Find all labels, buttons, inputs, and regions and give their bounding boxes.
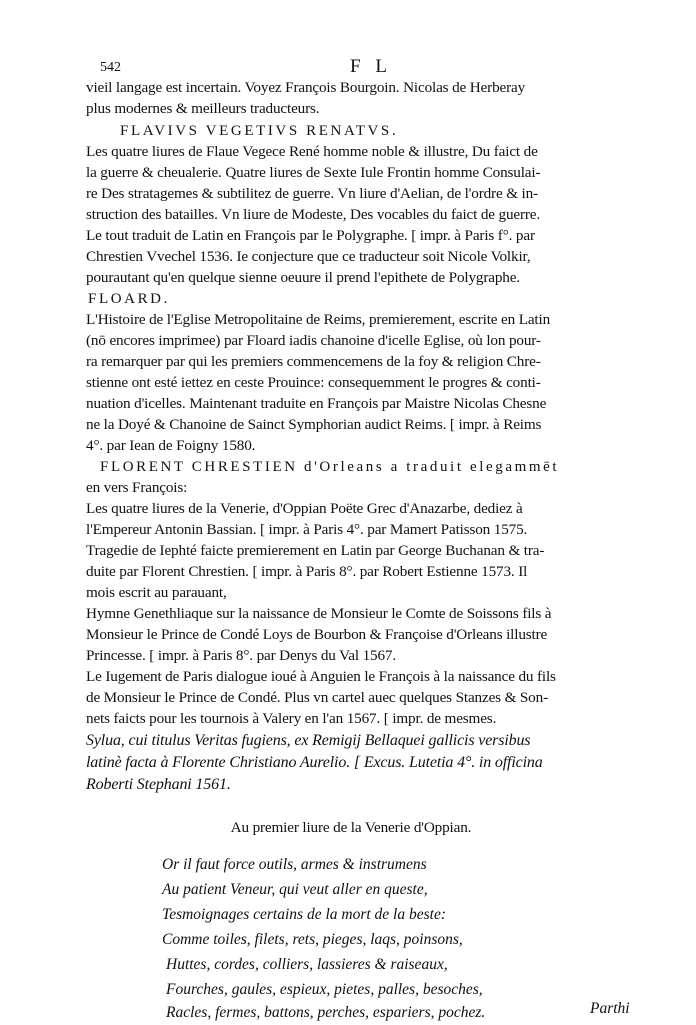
poem-line: Tesmoignages certains de la mort de la beste:	[162, 906, 446, 923]
author-heading: FLORENT CHRESTIEN d'Orleans a traduit elegammēt	[100, 459, 560, 475]
text-line: Roberti Stephani 1561.	[86, 776, 231, 793]
text-line: plus modernes & meilleurs traducteurs.	[86, 100, 320, 117]
text-line: struction des batailles. Vn liure de Modeste, Des vocables du faict de guerre.	[86, 206, 541, 223]
poem-line: Au patient Veneur, qui veut aller en queste,	[162, 881, 428, 898]
text-line: Le Iugement de Paris dialogue ioué à Anguien le François à la naissance du fils	[86, 668, 556, 685]
text-line: Sylua, cui titulus Veritas fugiens, ex Remigij Bellaquei gallicis versibus	[86, 732, 531, 749]
author-heading: FLAVIVS VEGETIVS RENATVS.	[120, 123, 399, 139]
text-line: re Des stratagemes & subtilitez de guerre. Vn liure d'Aelian, de l'ordre & in-	[86, 185, 538, 202]
text-line: latinè facta à Florente Christiano Aurelio. [ Excus. Lutetia 4°. in officina	[86, 754, 543, 771]
text-line: pourautant qu'en quelque sienne oeuure il prend l'epithete de Polygraphe.	[86, 269, 520, 286]
text-line: duite par Florent Chrestien. [ impr. à Paris 8°. par Robert Estienne 1573. Il	[86, 563, 528, 580]
text-line: l'Empereur Antonin Bassian. [ impr. à Paris 4°. par Mamert Patisson 1575.	[86, 521, 528, 538]
poem-line: Fourches, gaules, espieux, pietes, palles, besoches,	[166, 981, 483, 998]
text-line: Princesse. [ impr. à Paris 8°. par Denys du Val 1567.	[86, 647, 396, 664]
text-line: vieil langage est incertain. Voyez François Bourgoin. Nicolas de Herberay	[86, 79, 526, 96]
text-line: Le tout traduit de Latin en François par le Polygraphe. [ impr. à Paris f°. par	[86, 227, 535, 244]
text-line: ne la Doyé & Chanoine de Sainct Symphorian audict Reims. [ impr. à Reims	[86, 416, 542, 433]
text-line: 4°. par Iean de Foigny 1580.	[86, 437, 256, 454]
text-line: Chrestien Vvechel 1536. Ie conjecture que ce traducteur soit Nicole Volkir,	[86, 248, 531, 265]
text-line: stienne ont esté iettez en ceste Prouince: consequemment le progres & conti-	[86, 374, 541, 391]
text-line: Les quatre liures de la Venerie, d'Oppian Poëte Grec d'Anazarbe, dediez à	[86, 500, 523, 517]
running-title: F L	[350, 56, 392, 77]
poem-line: Comme toiles, filets, rets, pieges, laqs, poinsons,	[162, 931, 463, 948]
text-line: nuation d'icelles. Maintenant traduite en François par Maistre Nicolas Chesne	[86, 395, 547, 412]
text-line: (nō encores imprimee) par Floard iadis chanoine d'icelle Eglise, où lon pour-	[86, 332, 541, 349]
poem-line: Huttes, cordes, colliers, lassieres & raiseaux,	[166, 956, 448, 973]
poem-line: Or il faut force outils, armes & instrumens	[162, 856, 427, 873]
text-line: L'Histoire de l'Eglise Metropolitaine de Reims, premierement, escrite en Latin	[86, 311, 551, 328]
text-line: ra remarquer par qui les premiers commencemens de la foy & religion Chre-	[86, 353, 541, 370]
page-number: 542	[100, 60, 121, 75]
text-line: nets faicts pour les tournois à Valery en l'an 1567. [ impr. de mesmes.	[86, 710, 497, 727]
catchword: Parthi	[590, 1000, 630, 1017]
poem-heading: Au premier liure de la Venerie d'Oppian.	[230, 819, 472, 836]
text-line: la guerre & cheualerie. Quatre liures de Sexte Iule Frontin homme Consulai-	[86, 164, 541, 181]
poem-line: Racles, fermes, battons, perches, espariers, pochez.	[166, 1004, 486, 1021]
text-line: de Monsieur le Prince de Condé. Plus vn cartel auec quelques Stanzes & Son-	[86, 689, 548, 706]
text-line: Les quatre liures de Flaue Vegece René homme noble & illustre, Du faict de	[86, 143, 538, 160]
text-line: Monsieur le Prince de Condé Loys de Bourbon & Françoise d'Orleans illustre	[86, 626, 548, 643]
text-line: Hymne Genethliaque sur la naissance de Monsieur le Comte de Soissons fils à	[86, 605, 552, 622]
text-line: Tragedie de Iephté faicte premierement en Latin par George Buchanan & tra-	[86, 542, 545, 559]
text-line: mois escrit au parauant,	[86, 584, 227, 601]
author-heading: FLOARD.	[88, 291, 170, 307]
text-line: en vers François:	[86, 479, 188, 496]
